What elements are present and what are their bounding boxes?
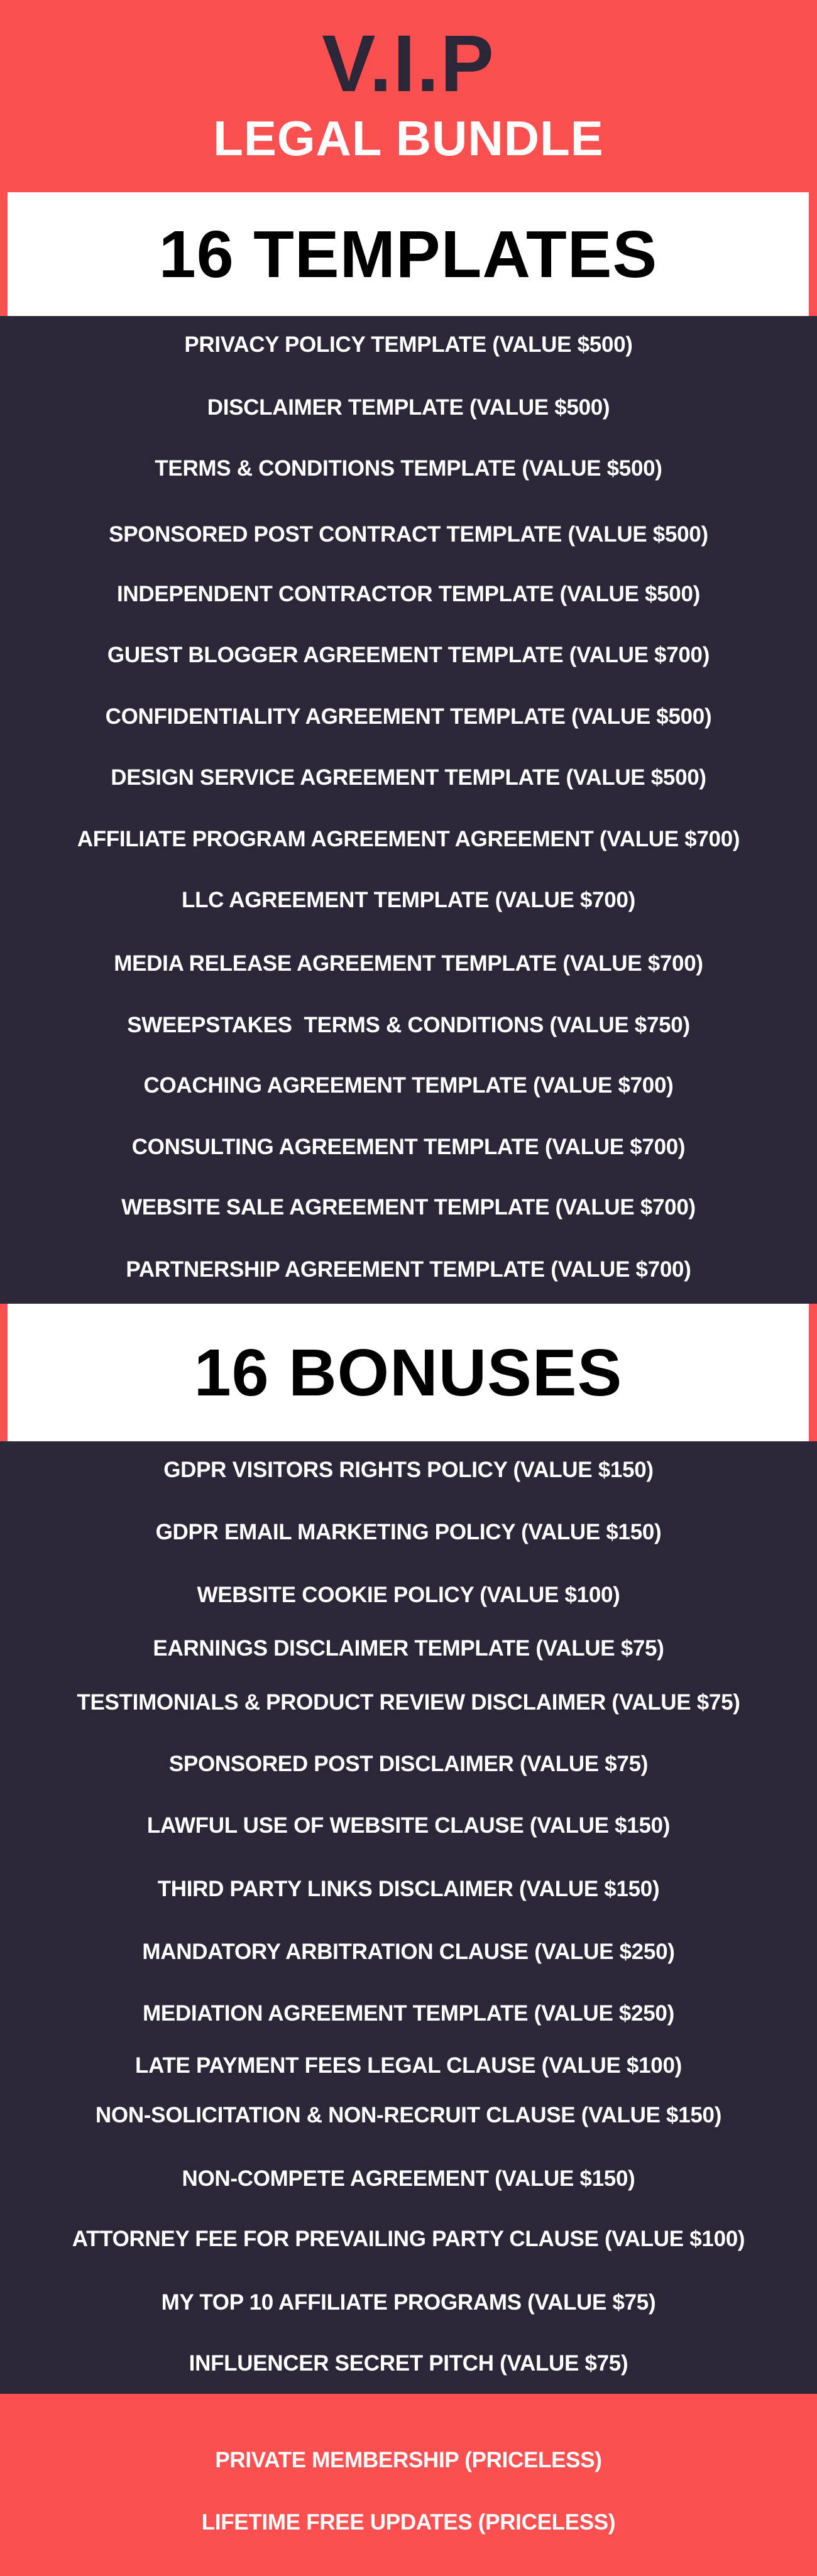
template-item: PRIVACY POLICY TEMPLATE (VALUE $500) [184, 332, 633, 357]
template-item: DESIGN SERVICE AGREEMENT TEMPLATE (VALUE $500) [111, 765, 706, 790]
bonuses-heading-box [8, 1304, 809, 1441]
template-item: CONSULTING AGREEMENT TEMPLATE (VALUE $700) [131, 1135, 686, 1159]
template-item: WEBSITE SALE AGREEMENT TEMPLATE (VALUE $700) [121, 1195, 696, 1220]
bonus-item: NON-SOLICITATION & NON-RECRUIT CLAUSE (VALUE $150) [95, 2103, 722, 2127]
template-item: AFFILIATE PROGRAM AGREEMENT AGREEMENT (VALUE $700) [77, 827, 740, 851]
bonus-item: NON-COMPETE AGREEMENT (VALUE $150) [182, 2166, 635, 2191]
bonus-item: ATTORNEY FEE FOR PREVAILING PARTY CLAUSE (VALUE $100) [72, 2227, 745, 2251]
template-item: INDEPENDENT CONTRACTOR TEMPLATE (VALUE $500) [117, 582, 700, 606]
template-item: PARTNERSHIP AGREEMENT TEMPLATE (VALUE $700) [126, 1257, 691, 1282]
perk-item-private-membership: PRIVATE MEMBERSHIP (PRICELESS) [215, 2448, 602, 2472]
legal-bundle-subtitle: LEGAL BUNDLE [213, 111, 604, 166]
bonus-item: LATE PAYMENT FEES LEGAL CLAUSE (VALUE $100) [134, 2053, 682, 2078]
bonus-item: EARNINGS DISCLAIMER TEMPLATE (VALUE $75) [153, 1636, 664, 1661]
perk-item-lifetime-updates: LIFETIME FREE UPDATES (PRICELESS) [201, 2510, 616, 2535]
bonus-item: SPONSORED POST DISCLAIMER (VALUE $75) [168, 1752, 649, 1776]
bonus-item: MEDIATION AGREEMENT TEMPLATE (VALUE $250) [143, 2001, 674, 2026]
templates-heading: 16 TEMPLATES [158, 217, 658, 292]
template-item: TERMS & CONDITIONS TEMPLATE (VALUE $500) [155, 456, 662, 481]
bonus-item: LAWFUL USE OF WEBSITE CLAUSE (VALUE $150) [146, 1813, 671, 1838]
template-item: MEDIA RELEASE AGREEMENT TEMPLATE (VALUE $700) [114, 951, 703, 976]
bonus-item: INFLUENCER SECRET PITCH (VALUE $75) [189, 2351, 628, 2376]
bonuses-heading: 16 BONUSES [194, 1335, 623, 1410]
template-item: CONFIDENTIALITY AGREEMENT TEMPLATE (VALUE $500) [105, 704, 712, 729]
bonus-item: WEBSITE COOKIE POLICY (VALUE $100) [197, 1583, 620, 1607]
template-item: COACHING AGREEMENT TEMPLATE (VALUE $700) [143, 1073, 674, 1098]
template-item: DISCLAIMER TEMPLATE (VALUE $500) [207, 395, 610, 420]
perks-footer [0, 2394, 817, 2576]
bonus-item: TESTIMONIALS & PRODUCT REVIEW DISCLAIMER (VALUE $75) [77, 1690, 740, 1715]
bonus-item: THIRD PARTY LINKS DISCLAIMER (VALUE $150) [157, 1877, 660, 1901]
template-item: SWEEPSTAKES TERMS & CONDITIONS (VALUE $750) [127, 1013, 690, 1037]
bonus-item: MY TOP 10 AFFILIATE PROGRAMS (VALUE $75) [161, 2290, 656, 2315]
templates-heading-box [8, 192, 809, 316]
bonus-item: GDPR EMAIL MARKETING POLICY (VALUE $150) [155, 1520, 662, 1544]
bonus-item: MANDATORY ARBITRATION CLAUSE (VALUE $250) [142, 1940, 675, 1964]
hero-banner [0, 0, 817, 192]
template-item: GUEST BLOGGER AGREEMENT TEMPLATE (VALUE $700) [107, 643, 710, 667]
bonus-item: GDPR VISITORS RIGHTS POLICY (VALUE $150) [163, 1458, 654, 1482]
vip-title: V.I.P [322, 19, 495, 109]
template-item: LLC AGREEMENT TEMPLATE (VALUE $700) [182, 888, 635, 912]
template-item: SPONSORED POST CONTRACT TEMPLATE (VALUE $500) [109, 522, 708, 547]
